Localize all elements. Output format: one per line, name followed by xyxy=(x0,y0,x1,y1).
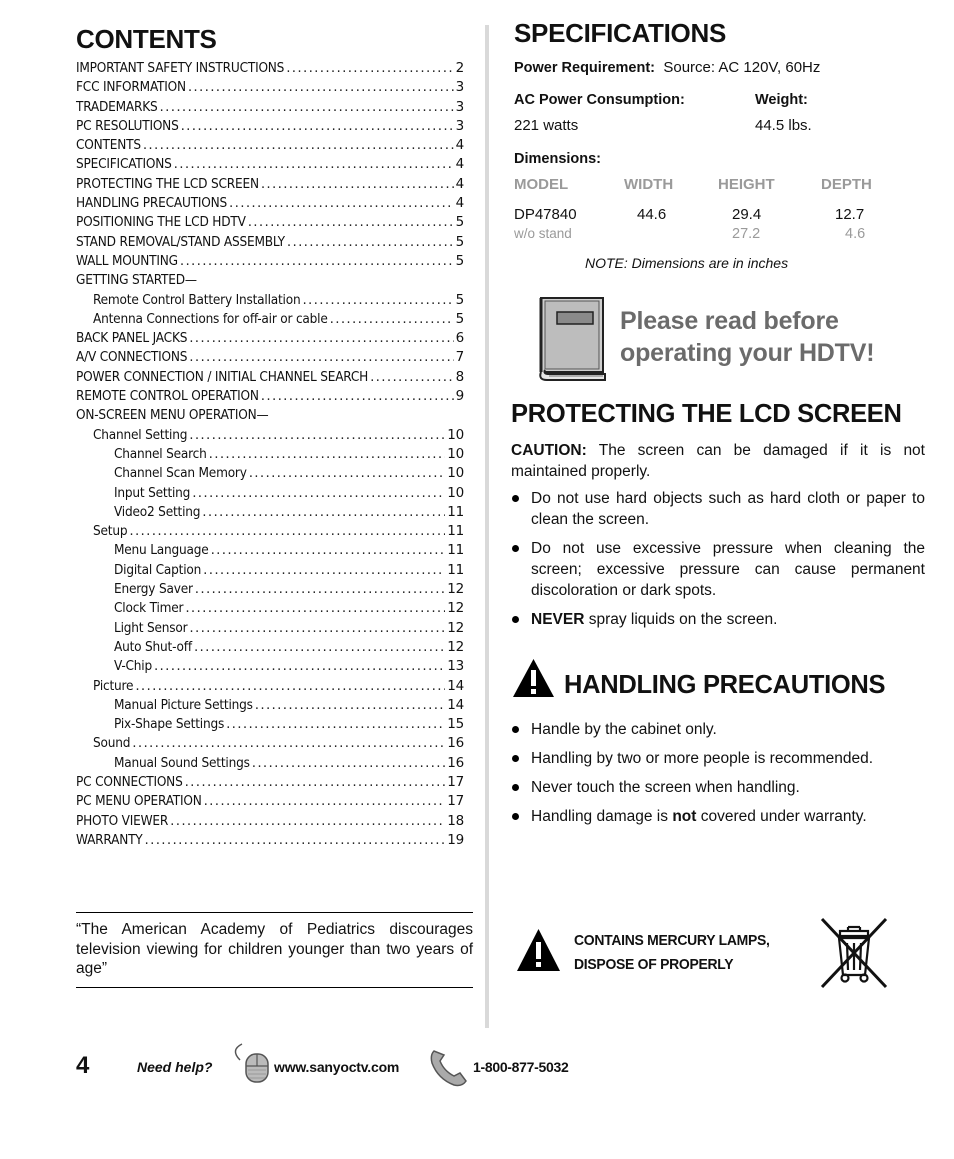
not-emphasis: not xyxy=(672,808,697,825)
dim-header-height: HEIGHT xyxy=(718,176,775,193)
dim-header-model: MODEL xyxy=(514,176,569,193)
read-banner-line2: operating your HDTV! xyxy=(620,339,875,367)
toc-leader-dots xyxy=(255,697,445,713)
toc-entry[interactable] xyxy=(76,195,464,214)
power-requirement xyxy=(514,59,820,76)
column-divider xyxy=(485,25,489,1028)
toc-entry[interactable] xyxy=(76,813,464,832)
note-prefix: NOTE xyxy=(585,255,624,271)
toc-entry-title: PC RESOLUTIONS xyxy=(76,117,179,134)
protecting-bullet-3 xyxy=(511,609,925,630)
toc-entry-page: 4 xyxy=(455,195,464,212)
mouse-icon xyxy=(228,1040,272,1084)
toc-entry[interactable] xyxy=(76,562,464,581)
contents-title: CONTENTS xyxy=(76,24,217,54)
never-emphasis: NEVER xyxy=(531,611,585,628)
warning-icon xyxy=(512,658,555,698)
support-phone[interactable]: 1-800-877-5032 xyxy=(473,1059,569,1075)
toc-entry[interactable] xyxy=(76,504,464,523)
toc-entry-page: 10 xyxy=(447,445,464,462)
toc-entry-title: Setup xyxy=(93,523,128,540)
toc-entry-title: WARRANTY xyxy=(76,831,143,848)
toc-entry[interactable] xyxy=(76,542,464,561)
mercury-lamps-notice xyxy=(574,929,770,977)
dimensions-note xyxy=(585,255,788,271)
toc-entry-title: Channel Scan Memory xyxy=(114,465,247,482)
power-requirement-value: Source: AC 120V, 60Hz xyxy=(663,59,821,76)
pediatrics-quote: “The American Academy of Pediatrics discourages television viewing for children younger than two years of age” xyxy=(76,912,473,988)
toc-leader-dots xyxy=(189,330,453,346)
handling-title: HANDLING PRECAUTIONS xyxy=(564,671,886,699)
toc-entry[interactable] xyxy=(76,485,464,504)
dimensions-label: Dimensions: xyxy=(514,151,602,167)
toc-entry-page: 12 xyxy=(447,581,464,598)
toc-entry[interactable] xyxy=(76,407,464,426)
toc-entry-page: 5 xyxy=(455,233,464,250)
toc-leader-dots xyxy=(204,793,446,809)
toc-entry-page: 10 xyxy=(447,465,464,482)
toc-entry[interactable] xyxy=(76,253,464,272)
toc-entry-title: Manual Picture Settings xyxy=(114,696,253,713)
handling-bullet-4-a: Handling damage is xyxy=(531,808,673,825)
toc-leader-dots xyxy=(203,562,445,578)
mercury-line1: CONTAINS MERCURY LAMPS, xyxy=(574,932,770,949)
toc-entry[interactable] xyxy=(76,156,464,175)
toc-entry-title: Auto Shut-off xyxy=(114,638,192,655)
handling-bullet-2: Handling by two or more people is recommended. xyxy=(511,748,925,769)
toc-entry[interactable] xyxy=(76,793,464,812)
toc-entry-title: Light Sensor xyxy=(114,619,188,636)
toc-entry-page: 11 xyxy=(447,542,464,559)
read-before-operating-banner xyxy=(620,305,874,369)
toc-entry-page: 3 xyxy=(455,98,464,115)
toc-leader-dots xyxy=(170,813,445,829)
toc-entry-title: FCC INFORMATION xyxy=(76,79,186,96)
toc-entry-title: TRADEMARKS xyxy=(76,98,158,115)
toc-entry-page: 14 xyxy=(447,696,464,713)
dim-wo-stand-height: 27.2 xyxy=(732,226,761,242)
toc-leader-dots xyxy=(174,156,454,172)
toc-entry-title: A/V CONNECTIONS xyxy=(76,349,188,366)
toc-entry-title: ON-SCREEN MENU OPERATION— xyxy=(76,407,269,424)
read-banner-line1: Please read before xyxy=(620,307,839,335)
toc-entry[interactable] xyxy=(76,369,464,388)
dim-width-value: 44.6 xyxy=(637,206,667,223)
phone-icon xyxy=(428,1045,470,1087)
toc-entry-title: Clock Timer xyxy=(114,600,184,617)
need-help-label: Need help? xyxy=(137,1059,213,1075)
toc-entry-page: 15 xyxy=(447,716,464,733)
toc-entry[interactable] xyxy=(76,330,464,349)
toc-entry-title: Channel Setting xyxy=(93,426,188,443)
toc-leader-dots xyxy=(286,60,453,76)
toc-entry-title: Menu Language xyxy=(114,542,209,559)
toc-entry[interactable] xyxy=(76,755,464,774)
toc-leader-dots xyxy=(302,292,453,308)
toc-entry-page: 10 xyxy=(447,426,464,443)
toc-leader-dots xyxy=(330,311,454,327)
toc-entry[interactable] xyxy=(76,832,464,851)
toc-entry-title: POWER CONNECTION / INITIAL CHANNEL SEARCH xyxy=(76,368,369,385)
toc-entry-page: 17 xyxy=(447,793,464,810)
dim-model-value: DP47840 xyxy=(514,206,577,223)
toc-entry[interactable] xyxy=(76,678,464,697)
toc-leader-dots xyxy=(261,176,454,192)
toc-entry-page: 11 xyxy=(447,561,464,578)
toc-leader-dots xyxy=(145,832,446,848)
toc-entry-page: 11 xyxy=(447,503,464,520)
toc-entry-page: 14 xyxy=(447,677,464,694)
toc-leader-dots xyxy=(160,99,454,115)
weight-label: Weight: xyxy=(755,92,808,108)
toc-entry-title: V-Chip xyxy=(114,658,152,675)
toc-entry-page: 18 xyxy=(447,812,464,829)
mercury-line2: DISPOSE OF PROPERLY xyxy=(574,956,734,973)
handling-bullet-3: Never touch the screen when handling. xyxy=(511,777,925,798)
toc-leader-dots xyxy=(209,446,446,462)
power-requirement-label: Power Requirement: xyxy=(514,60,655,76)
toc-entry-page: 12 xyxy=(447,619,464,636)
toc-entry[interactable] xyxy=(76,99,464,118)
note-text: : Dimensions are in inches xyxy=(623,255,789,271)
toc-entry-page: 16 xyxy=(447,735,464,752)
toc-entry[interactable] xyxy=(76,137,464,156)
toc-entry-title: CONTENTS xyxy=(76,137,141,154)
contents-list xyxy=(76,60,464,851)
protecting-bullet-3-text: spray liquids on the screen. xyxy=(584,611,778,628)
toc-leader-dots xyxy=(287,234,454,250)
toc-leader-dots xyxy=(252,755,445,771)
ac-power-label: AC Power Consumption: xyxy=(514,92,685,108)
toc-entry-title: WALL MOUNTING xyxy=(76,252,178,269)
toc-entry-title: GETTING STARTED— xyxy=(76,272,197,289)
toc-entry[interactable] xyxy=(76,427,464,446)
toc-entry-page: 4 xyxy=(455,175,464,192)
toc-leader-dots xyxy=(202,504,445,520)
toc-leader-dots xyxy=(248,214,454,230)
toc-entry-title: Manual Sound Settings xyxy=(114,754,250,771)
weight-value: 44.5 lbs. xyxy=(755,117,812,134)
toc-leader-dots xyxy=(180,253,454,269)
toc-entry[interactable] xyxy=(76,234,464,253)
toc-entry-page: 7 xyxy=(455,349,464,366)
crossed-out-bin-icon xyxy=(818,915,890,991)
ac-power-value: 221 watts xyxy=(514,117,579,134)
toc-entry-title: PC MENU OPERATION xyxy=(76,793,202,810)
protecting-bullet-1: Do not use hard objects such as hard cloth or paper to clean the screen. xyxy=(511,488,925,530)
toc-entry-title: PHOTO VIEWER xyxy=(76,812,169,829)
toc-entry-page: 4 xyxy=(455,156,464,173)
toc-entry-page: 16 xyxy=(447,754,464,771)
toc-entry[interactable] xyxy=(76,118,464,137)
toc-leader-dots xyxy=(129,523,445,539)
toc-entry-title: SPECIFICATIONS xyxy=(76,156,172,173)
handling-bullet-1: Handle by the cabinet only. xyxy=(511,719,925,740)
toc-entry-title: Digital Caption xyxy=(114,561,202,578)
toc-leader-dots xyxy=(188,79,454,95)
toc-entry[interactable] xyxy=(76,620,464,639)
toc-entry-title: BACK PANEL JACKS xyxy=(76,330,188,347)
toc-leader-dots xyxy=(135,678,445,694)
toc-entry-page: 2 xyxy=(455,60,464,76)
contents-section xyxy=(76,24,464,851)
dim-wo-stand-depth: 4.6 xyxy=(845,226,866,242)
toc-entry[interactable] xyxy=(76,60,464,79)
toc-entry[interactable] xyxy=(76,697,464,716)
toc-entry[interactable] xyxy=(76,581,464,600)
toc-leader-dots xyxy=(192,485,445,501)
dim-wo-stand-label: w/o stand xyxy=(514,226,572,241)
manual-book-icon xyxy=(535,296,607,382)
toc-entry-title: PC CONNECTIONS xyxy=(76,773,183,790)
toc-entry[interactable] xyxy=(76,272,464,291)
handling-bullet-4-b: covered under warranty. xyxy=(696,808,867,825)
toc-entry-title: Remote Control Battery Installation xyxy=(93,291,301,308)
toc-entry-page: 3 xyxy=(455,117,464,134)
toc-entry[interactable] xyxy=(76,79,464,98)
toc-entry[interactable] xyxy=(76,523,464,542)
toc-entry-title: Channel Search xyxy=(114,445,207,462)
toc-leader-dots xyxy=(370,369,454,385)
toc-entry[interactable] xyxy=(76,176,464,195)
mercury-warning-icon xyxy=(516,928,561,972)
toc-entry[interactable] xyxy=(76,446,464,465)
toc-entry-page: 8 xyxy=(455,368,464,385)
dim-header-width: WIDTH xyxy=(624,176,674,193)
support-url[interactable]: www.sanyoctv.com xyxy=(274,1059,400,1075)
toc-entry-page: 5 xyxy=(455,310,464,327)
toc-entry[interactable] xyxy=(76,465,464,484)
toc-entry-page: 3 xyxy=(455,79,464,96)
dim-header-depth: DEPTH xyxy=(821,176,872,193)
toc-entry-page: 12 xyxy=(447,600,464,617)
toc-entry-title: Video2 Setting xyxy=(114,503,201,520)
dim-depth-value: 12.7 xyxy=(835,206,865,223)
toc-leader-dots xyxy=(226,716,445,732)
toc-entry[interactable] xyxy=(76,388,464,407)
toc-entry-page: 10 xyxy=(447,484,464,501)
toc-leader-dots xyxy=(194,639,445,655)
toc-entry[interactable] xyxy=(76,214,464,233)
toc-entry-page: 5 xyxy=(455,214,464,231)
specifications-title: SPECIFICATIONS xyxy=(514,18,727,48)
toc-leader-dots xyxy=(185,600,445,616)
toc-leader-dots xyxy=(181,118,454,134)
toc-leader-dots xyxy=(195,581,445,597)
toc-entry[interactable] xyxy=(76,292,464,311)
toc-entry-page: 11 xyxy=(447,523,464,540)
toc-entry-title: PROTECTING THE LCD SCREEN xyxy=(76,175,259,192)
toc-entry-page: 19 xyxy=(447,831,464,848)
toc-entry[interactable] xyxy=(76,658,464,677)
toc-entry-title: Input Setting xyxy=(114,484,191,501)
toc-entry-page: 12 xyxy=(447,638,464,655)
toc-entry-title: STAND REMOVAL/STAND ASSEMBLY xyxy=(76,233,285,250)
toc-leader-dots xyxy=(189,620,445,636)
toc-entry-page: 5 xyxy=(455,252,464,269)
handling-bullets xyxy=(511,719,925,827)
toc-entry-page: 13 xyxy=(447,658,464,675)
toc-entry-page: 6 xyxy=(455,330,464,347)
toc-entry-title: Pix-Shape Settings xyxy=(114,716,225,733)
toc-leader-dots xyxy=(143,137,454,153)
toc-entry-title: POSITIONING THE LCD HDTV xyxy=(76,214,246,231)
caution-paragraph xyxy=(511,440,925,482)
protecting-bullet-2: Do not use excessive pressure when cleaning the screen; excessive pressure can cause permanent discoloration or dark spots. xyxy=(511,538,925,601)
toc-leader-dots xyxy=(261,388,454,404)
toc-entry[interactable] xyxy=(76,774,464,793)
toc-entry-title: IMPORTANT SAFETY INSTRUCTIONS xyxy=(76,60,285,76)
toc-entry[interactable] xyxy=(76,311,464,330)
toc-entry[interactable] xyxy=(76,735,464,754)
toc-entry[interactable] xyxy=(76,349,464,368)
protecting-title: PROTECTING THE LCD SCREEN xyxy=(511,400,902,428)
protecting-bullets xyxy=(511,488,925,630)
toc-entry[interactable] xyxy=(76,600,464,619)
toc-entry-page: 5 xyxy=(455,291,464,308)
caution-label: CAUTION: xyxy=(511,442,587,459)
toc-leader-dots xyxy=(229,195,454,211)
caution-text: The screen can be damaged if it is not maintained properly. xyxy=(511,442,925,480)
toc-leader-dots xyxy=(249,465,446,481)
handling-bullet-4 xyxy=(511,806,925,827)
toc-leader-dots xyxy=(211,542,446,558)
toc-entry-title: Energy Saver xyxy=(114,581,193,598)
toc-leader-dots xyxy=(154,658,445,674)
toc-entry-page: 17 xyxy=(447,773,464,790)
toc-entry-title: REMOTE CONTROL OPERATION xyxy=(76,388,259,405)
toc-entry-title: HANDLING PRECAUTIONS xyxy=(76,195,228,212)
toc-entry-title: Sound xyxy=(93,735,131,752)
toc-entry-title: Antenna Connections for off-air or cable xyxy=(93,310,328,327)
dim-height-value: 29.4 xyxy=(732,206,762,223)
toc-leader-dots xyxy=(189,349,453,365)
toc-leader-dots xyxy=(132,735,445,751)
toc-entry-title: Picture xyxy=(93,677,134,694)
toc-entry-page: 4 xyxy=(455,137,464,154)
toc-leader-dots xyxy=(185,774,446,790)
toc-entry[interactable] xyxy=(76,716,464,735)
toc-entry[interactable] xyxy=(76,639,464,658)
toc-entry-page: 9 xyxy=(455,388,464,405)
page-number: 4 xyxy=(76,1052,90,1079)
toc-leader-dots xyxy=(189,427,445,443)
